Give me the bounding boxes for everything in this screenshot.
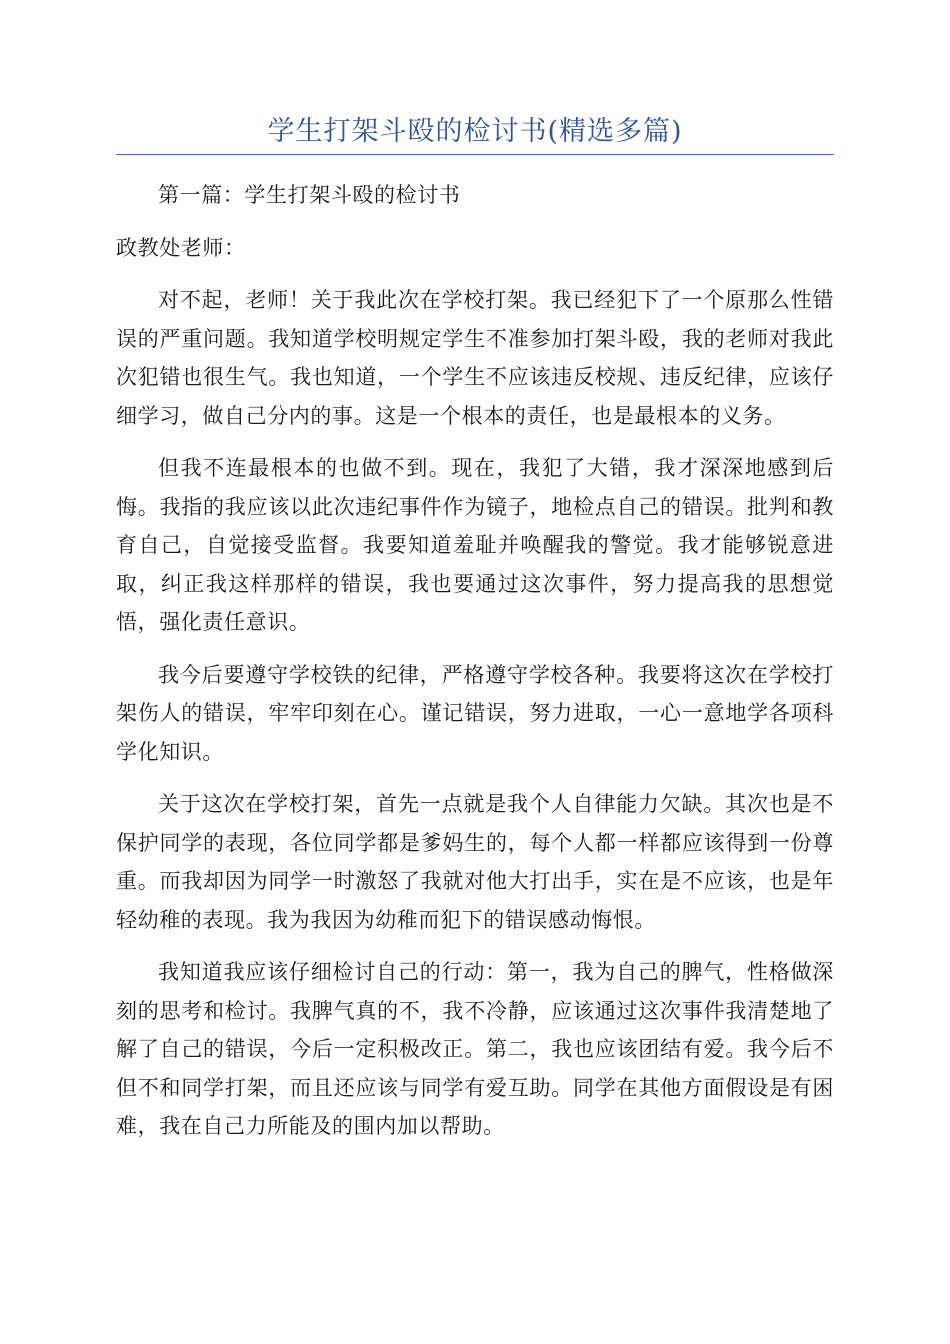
title-underline-divider [116, 154, 834, 155]
section-heading: 第一篇：学生打架斗殴的检讨书 [158, 183, 461, 207]
body-paragraph: 我今后要遵守学校铁的纪律，严格遵守学校各种。我要将这次在学校打架伤人的错误，牢牢印刻在心。谨记错误，努力进取，一心一意地学各项科学化知识。 [116, 662, 834, 764]
document-body [116, 176, 834, 1160]
body-paragraph: 我知道我应该仔细检讨自己的行动：第一，我为自己的脾气，性格做深刻的思考和检讨。我脾气真的不，我不冷静，应该通过这次事件我清楚地了解了自己的错误，今后一定积极改正。第二，我也应该团结有爱。我今后不但不和同学打架，而且还应该与同学有爱互助。同学在其他方面假设是有困难，我在自己力所能及的围内加以帮助。 [116, 960, 834, 1138]
body-paragraph: 但我不连最根本的也做不到。现在，我犯了大错，我才深深地感到后悔。我指的我应该以此次违纪事件作为镜子，地检点自己的错误。批判和教育自己，自觉接受监督。我要知道羞耻并唤醒我的警觉。我才能够锐意进取，纠正我这样那样的错误，我也要通过这次事件，努力提高我的思想觉悟，强化责任意识。 [116, 456, 834, 634]
salutation: 政教处老师： [116, 235, 246, 260]
document-title: 学生打架斗殴的检讨书(精选多篇) [267, 116, 683, 147]
body-paragraph: 对不起，老师！关于我此次在学校打架。我已经犯下了一个原那么性错误的严重问题。我知道学校明规定学生不准参加打架斗殴，我的老师对我此次犯错也很生气。我也知道，一个学生不应该违反校规、违反纪律，应该仔细学习，做自己分内的事。这是一个根本的责任，也是最根本的义务。 [116, 288, 834, 428]
body-paragraph: 关于这次在学校打架，首先一点就是我个人自律能力欠缺。其次也是不保护同学的表现，各位同学都是爹妈生的，每个人都一样都应该得到一份尊重。而我却因为同学一时激怒了我就对他大打出手，实在是不应该，也是年轻幼稚的表现。我为我因为幼稚而犯下的错误感动悔恨。 [116, 792, 834, 932]
